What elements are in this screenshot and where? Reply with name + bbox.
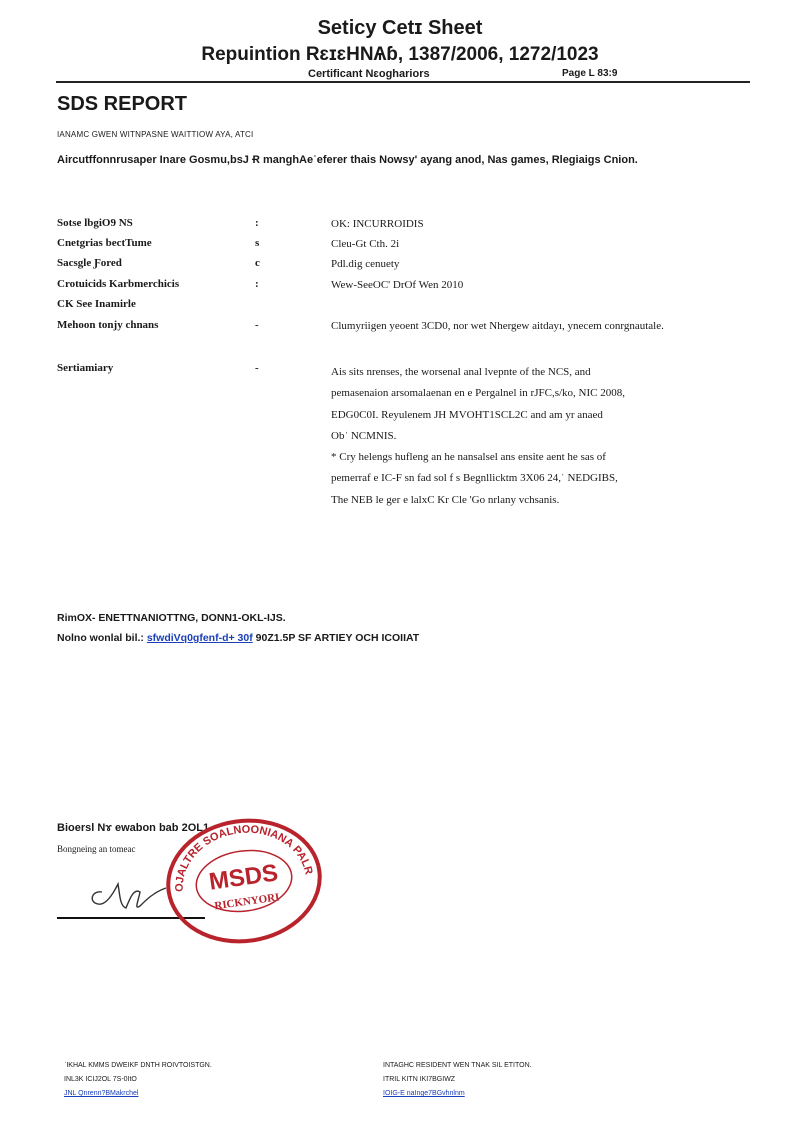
field-separator: : [255,217,259,229]
field-value: Wew-SeeOC' DrOf Wen 2010 [331,279,464,291]
field-separator: - [255,362,259,374]
intro-line: IANAMC GWEN WITNPASNE WAITTIOW AYA, ATCI [57,130,254,139]
footer-right-line: INTAGHC RESIDENT WEN TNAK SIL ETITON. [383,1062,532,1069]
summary-line: Ais sits nrenses, the worsenal anal lvepnte of the NCS, and [331,366,591,378]
signatory-title: Bioersl Nɤ ewabon bab 2OL1 [57,822,210,834]
page-number: Page L 83:9 [562,68,618,79]
footer-left-block [64,1059,212,1101]
field-label: Sotse lbgiO9 NS [57,217,133,229]
footer-left-line: INL3K ICIJ2OL 7S-0ItO [64,1076,137,1083]
field-label: Crotuicids Karbmerchicis [57,278,180,290]
field-label: Cnetgrias bectTume [57,237,152,249]
signatory-subtitle: Bongneing an tomeac [57,844,136,854]
msds-stamp [160,815,328,947]
field-separator: - [255,319,259,331]
stamp-center-text: MSDS [207,859,280,896]
intro-paragraph: Aircutffonnrusaper Inare Gosmu,bsJ Ɍ manghAeˈeferer thais Nowsy' ayang anod, Nas games, Rlegiaigs Cnion. [57,154,638,166]
summary-line: pemasenaion arsomalaenan en e Pergalnel in rJFC,s/ko, NIC 2008, [331,387,625,400]
field-label: CK See Inamirle [57,298,136,310]
field-label: Sertiamiary [57,362,114,374]
header-divider [56,81,750,83]
website-link[interactable]: sfwdiVq0gfenf-d+ 30f [146,632,253,644]
footer-right-block [383,1059,532,1101]
certificate-label: Certificant Nɛoghariors [308,68,430,80]
website-label: Nolno wonlal bil.: [57,632,147,644]
summary-line: * Cry helengs hufleng an he nansalsel ans ensite aent he sas of [331,451,606,464]
footer-right-line [383,1087,532,1101]
stamp-sub-text: RICKNYORI [213,891,281,913]
summary-line: EDG0C0I. Reyulenem JH MVOHT1SCL2C and am yr anaed [331,408,603,421]
website-line [57,632,419,644]
footer-right-line: ITRIL KITN IKI7BGIWZ [383,1076,456,1083]
summary-line: The NEB le ger e lalxC Kr Cle 'Go nrlany vchsanis. [331,493,560,506]
field-separator: c [255,257,260,269]
regulation-subtitle: Repuintion RɛɪɛHNѦɓ, 1387/2006, 1272/1023 [201,44,599,65]
footer-left-link[interactable]: JNL Qnrenn?BMakrchel [64,1090,139,1097]
field-separator: s [255,237,260,249]
document-title: Seticy Cetɪ Sheet [317,17,483,39]
field-value: Cleu-Gt Cth. 2i [331,238,400,250]
summary-text [331,362,746,511]
footer-right-link[interactable]: IOIG-E naInge7BGvhnlnm [383,1090,465,1097]
report-title: SDS REPORT [57,93,188,115]
footer-left-line: ˈIKHAL KMMS DWEIKF DNTH ROIVTOISTGN. [64,1062,212,1069]
field-value: Pdl.dig cenuety [331,258,400,270]
summary-line: Obˈ NCMNIS. [331,429,397,442]
field-label: Mehoon tonjy chnans [57,319,159,331]
website-suffix: 90Z1.5P SF ARTIEY OCH ICOIIAT [252,632,420,644]
field-separator: : [255,278,259,290]
stamp-ring-text: ROJALTRE SOALNOONIANA PALRE [173,823,315,892]
field-value: Clumyriigen yeoent 3CD0, nor wet Nhergew aitdayı, ynecem conrgnautale. [331,320,664,332]
summary-line: pemerraf e IC-F sn fad sol f s Begnllicktm 3X06 24,ˈ NEDGIBS, [331,472,618,485]
field-value: OK: INCURROIDIS [331,218,424,230]
field-label: Sacsgle Ƒored [57,257,122,269]
reference-line: RimOX- ENETTNANIOTTNG, DONN1-OKL-IJS. [57,612,286,624]
